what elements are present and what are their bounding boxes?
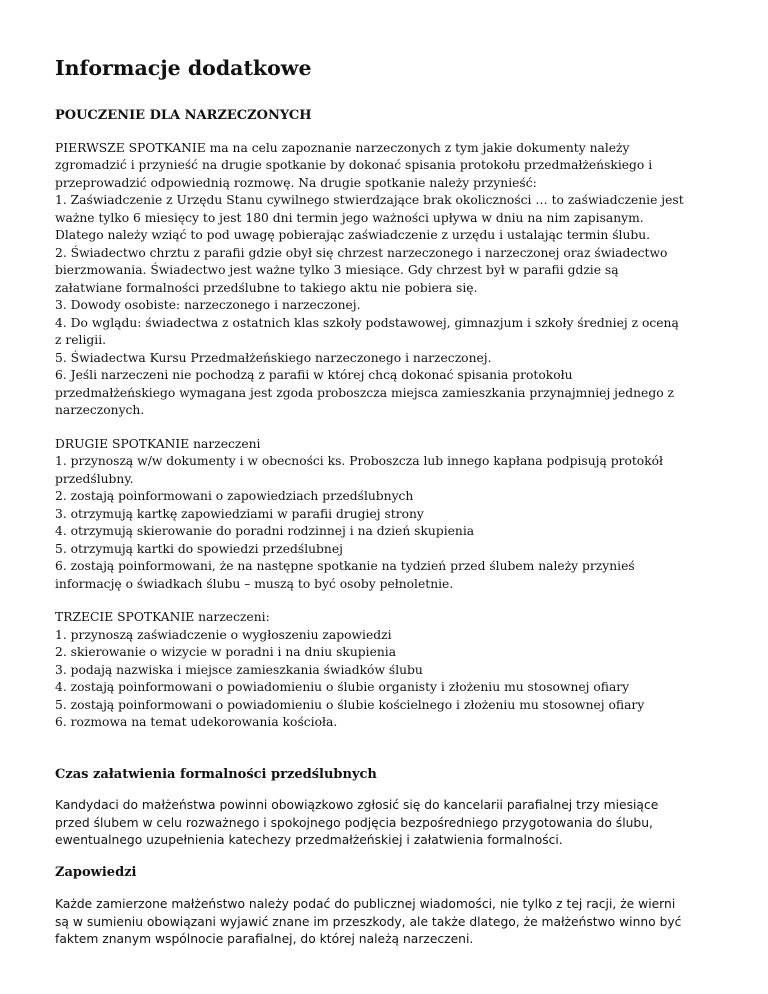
text-line: informację o świadkach ślubu – muszą to być osoby pełnoletnie. <box>55 576 454 591</box>
text-line: załatwiane formalności przedślubne to takiego aktu nie pobiera się. <box>55 280 478 295</box>
text-line: 1. przynoszą w/w dokumenty i w obecności ks. Proboszcza lub innego kapłana podpisują protokół <box>55 454 664 468</box>
text-line: 6. zostają poinformowani, że na następne spotkanie na tydzień przed ślubem należy przynieś <box>55 559 635 573</box>
section-heading-pouczenie: POUCZENIE DLA NARZECZONYCH <box>55 108 312 123</box>
text-line: 5. Świadectwa Kursu Przedmałżeńskiego narzeczonego i narzeczonej. <box>55 350 492 365</box>
text-line: zgromadzić i przynieść na drugie spotkanie by dokonać spisania protokołu przedmałżeńskiego i <box>55 158 653 172</box>
text-line: 2. zostają poinformowani o zapowiedziach przedślubnych <box>55 489 414 503</box>
text-line: przedślubny. <box>55 471 134 486</box>
text-line: 6. rozmowa na temat udekorowania kościoła. <box>55 715 338 729</box>
text-line: 4. otrzymują skierowanie do poradni rodzinnej i na dzień skupienia <box>55 524 475 538</box>
text-line: TRZECIE SPOTKANIE narzeczeni: <box>55 610 270 624</box>
text-line: 5. otrzymują kartki do spowiedzi przedślubnej <box>55 541 343 556</box>
text-line: przeprowadzić odpowiednią rozmowę. Na drugie spotkanie należy przynieść: <box>55 175 537 190</box>
text-line: Każde zamierzone małżeństwo należy podać do publicznej wiadomości, nie tylko z tej racji, że wierni <box>55 897 676 911</box>
text-line: ewentualnego uzupełnienia katechezy przedmałżeńskiej i załatwienia formalności. <box>55 833 563 847</box>
text-line: faktem znanym wspólnocie parafialnej, do której należą narzeczeni. <box>55 932 474 946</box>
text-line: 3. Dowody osobiste: narzeczonego i narzeczonej. <box>55 298 361 312</box>
text-line: 3. otrzymują kartkę zapowiedziami w parafii drugiej strony <box>55 506 424 521</box>
text-line: 4. Do wglądu: świadectwa z ostatnich klas szkoły podstawowej, gimnazjum i szkoły średniej z oceną <box>55 315 679 330</box>
section-heading-czas: Czas załatwienia formalności przedślubnych <box>55 766 377 782</box>
text-line: przedmałżeńskiego wymagana jest zgoda proboszcza miejsca zamieszkania przynajmniej jednego z <box>55 385 674 400</box>
text-line: PIERWSZE SPOTKANIE ma na celu zapoznanie narzeczonych z tym jakie dokumenty należy <box>55 140 630 155</box>
second-meeting-paragraph <box>55 436 735 594</box>
text-line: 3. podają nazwiska i miejsce zamieszkania świadków ślubu <box>55 662 423 677</box>
document-page <box>55 0 735 949</box>
text-line: 2. skierowanie o wizycie w poradni i na dniu skupienia <box>55 645 397 659</box>
text-line: 2. Świadectwo chrztu z parafii gdzie obył się chrzest narzeczonego i narzeczonej oraz świadectwo <box>55 245 668 260</box>
text-line: 5. zostają poinformowani o powiadomieniu o ślubie kościelnego i złożeniu mu stosownej ofiary <box>55 697 645 712</box>
text-line: 4. zostają poinformowani o powiadomieniu o ślubie organisty i złożeniu mu stosownej ofiary <box>55 680 630 694</box>
first-meeting-paragraph <box>55 140 735 420</box>
text-line: ważne tylko 6 miesięcy to jest 180 dni termin jego ważności upływa w dniu na nim zapisanym. <box>55 210 644 225</box>
text-line: 1. Zaświadczenie z Urzędu Stanu cywilnego stwierdzające brak okoliczności … to zaświadczenie jest <box>55 193 684 207</box>
text-line: są w sumieniu obowiązani wyjawić znane im przeszkody, ale także dlatego, że małżeństwo winno być <box>55 914 682 929</box>
text-line: bierzmowania. Świadectwo jest ważne tylko 3 miesiące. Gdy chrzest był w parafii gdzie są <box>55 263 619 277</box>
page-title: Informacje dodatkowe <box>55 56 312 80</box>
text-line: 6. Jeśli narzeczeni nie pochodzą z parafii w której chcą dokonać spisania protokołu <box>55 368 573 382</box>
section-heading-zapowiedzi: Zapowiedzi <box>55 864 137 880</box>
third-meeting-paragraph <box>55 609 735 732</box>
czas-paragraph <box>55 797 735 850</box>
text-line: DRUGIE SPOTKANIE narzeczeni <box>55 436 261 451</box>
text-line: Kandydaci do małżeństwa powinni obowiązkowo zgłosić się do kancelarii parafialnej trzy miesiące <box>55 798 659 812</box>
zapowiedzi-paragraph <box>55 896 735 949</box>
text-line: 1. przynoszą zaświadczenie o wygłoszeniu zapowiedzi <box>55 627 392 642</box>
text-line: z religii. <box>55 333 107 347</box>
text-line: narzeczonych. <box>55 403 145 417</box>
text-line: Dlatego należy wziąć to pod uwagę pobierając zaświadczenie z urzędu i ustalając termin ślubu. <box>55 228 651 242</box>
text-line: przed ślubem w celu rozważnego i spokojnego podjęcia bezpośredniego przygotowania do ślubu, <box>55 815 653 830</box>
